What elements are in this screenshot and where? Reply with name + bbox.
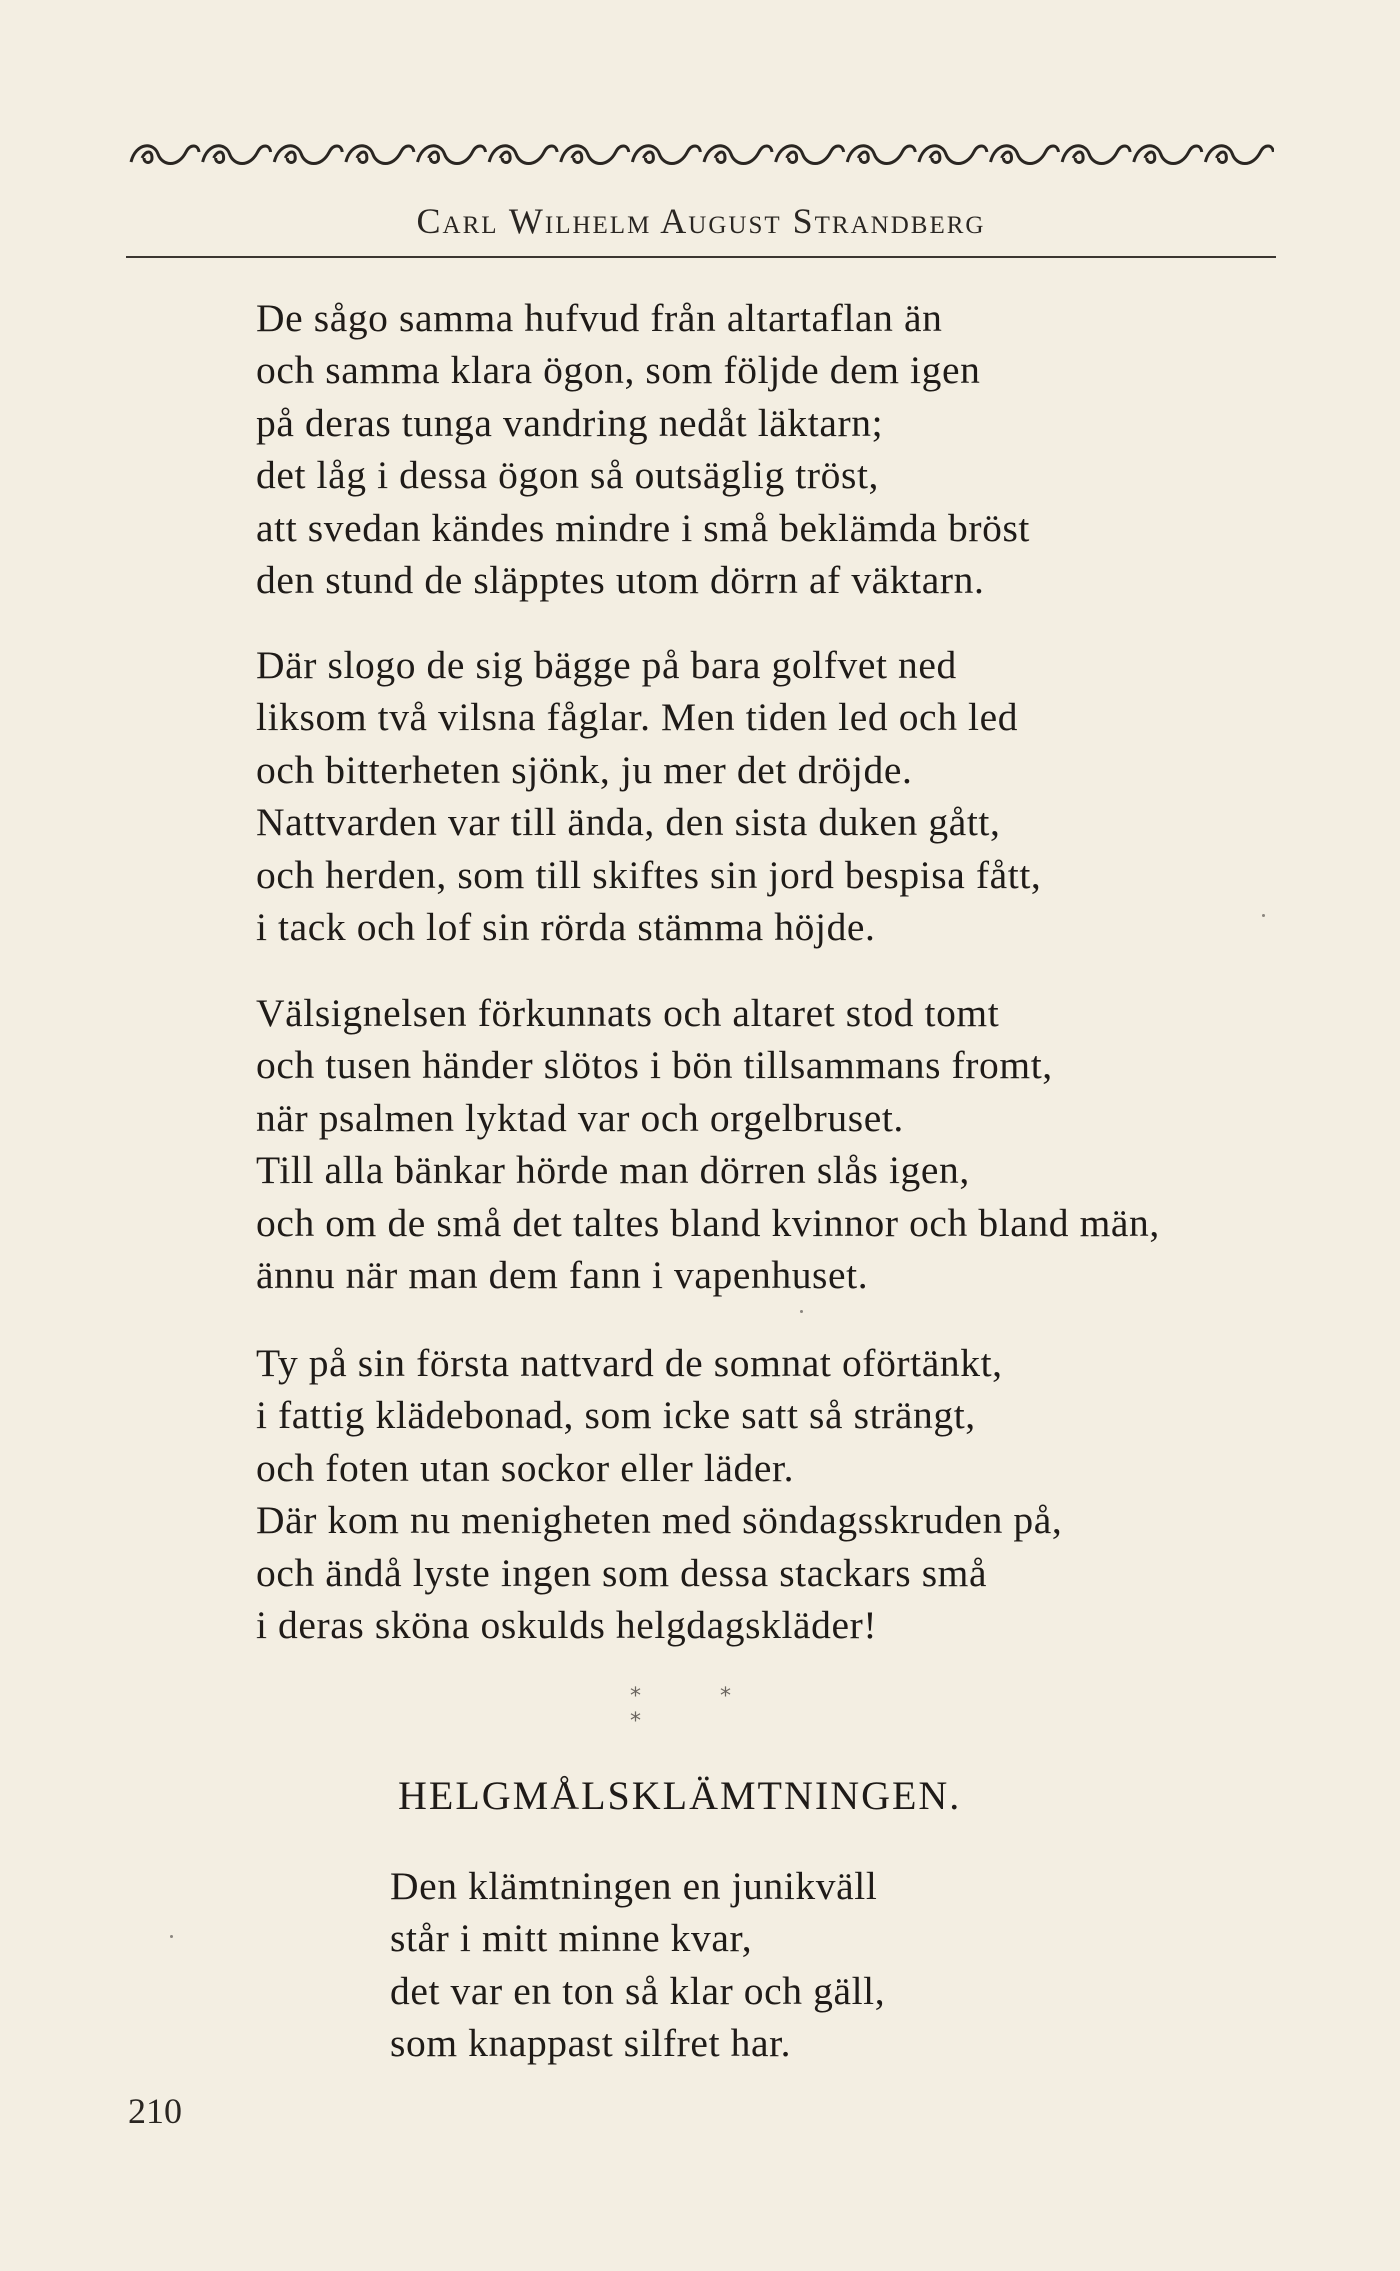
ornament-curl <box>1002 152 1012 163</box>
ornament-curl <box>142 152 152 163</box>
poem-line: i tack och lof sin rörda stämma höjde. <box>256 905 876 950</box>
ornament-curl <box>285 152 295 163</box>
poem-line: Ty på sin första nattvard de somnat oförtänkt, <box>256 1341 1003 1385</box>
paper-speck <box>800 1310 803 1313</box>
ornament-scroll <box>1205 146 1273 164</box>
poem-line: det var en ton så klar och gäll, <box>390 1968 886 2013</box>
ornament-curl <box>930 152 940 163</box>
poem-line: den stund de släpptes utom dörrn af väktarn. <box>256 558 985 603</box>
ornament-curl <box>787 152 797 163</box>
poem-line: i deras sköna oskulds helgdagskläder! <box>256 1603 878 1648</box>
ornament-curl <box>500 152 510 163</box>
poem-line: Nattvarden var till ända, den sista duken gått, <box>256 800 1001 845</box>
poem-line: Där slogo de sig bägge på bara golfvet ned <box>256 643 957 687</box>
ornament-curl <box>429 152 439 163</box>
poem-line: Den klämtningen en junikväll <box>390 1864 878 1908</box>
poem-line: i fattig klädebonad, som icke satt så strängt, <box>256 1393 976 1438</box>
ornament-curl <box>1073 152 1083 163</box>
ornament-scroll <box>489 146 557 164</box>
poem-line: och om de små det taltes bland kvinnor och bland män, <box>256 1200 1160 1245</box>
poem-line: De sågo samma hufvud från altartaflan än <box>256 296 943 340</box>
ornament-curl <box>357 152 367 163</box>
ornament-scroll <box>1134 146 1202 164</box>
poem-line: står i mitt minne kvar, <box>390 1916 753 1961</box>
poem-line: Till alla bänkar hörde man dörren slås igen, <box>256 1148 970 1193</box>
ornament-scroll <box>131 146 199 164</box>
ornament-curl <box>1216 152 1226 163</box>
ornament-scroll <box>847 146 915 164</box>
poem-line: på deras tunga vandring nedåt läktarn; <box>256 400 884 445</box>
stanza-4 <box>256 1337 1296 1651</box>
ornament-scroll <box>203 146 271 164</box>
running-head: Carl Wilhelm August Strandberg <box>416 201 986 241</box>
poem-line: ännu när man dem fann i vapenhuset. <box>256 1253 869 1298</box>
ornament-curl <box>214 152 224 163</box>
ornament-scroll <box>561 146 629 164</box>
decorative-ornament-band <box>128 138 1274 172</box>
poem-line: och tusen händer slötos i bön tillsammans fromt, <box>256 1043 1053 1088</box>
stanza-2 <box>256 639 1296 953</box>
ornament-scroll <box>346 146 414 164</box>
paper-speck <box>170 1935 173 1938</box>
poem-line: att svedan kändes mindre i små beklämda bröst <box>256 505 1031 550</box>
poem-line: när psalmen lyktad var och orgelbruset. <box>256 1095 904 1140</box>
ornament-curl <box>643 152 653 163</box>
second-poem-stanza <box>390 1860 1400 2070</box>
ornament-scroll <box>919 146 987 164</box>
poem-title: HELGMÅLSKLÄMTNINGEN. <box>398 1773 962 1818</box>
poem-line: som knappast silfret har. <box>390 2021 792 2066</box>
poem-line: och foten utan sockor eller läder. <box>256 1445 795 1490</box>
ornament-curl <box>715 152 725 163</box>
poem-line: liksom två vilsna fåglar. Men tiden led och led <box>256 695 1019 740</box>
paper-speck <box>1262 914 1265 917</box>
ornament-scroll <box>1062 146 1130 164</box>
ornament-curl <box>572 152 582 163</box>
stanza-1 <box>256 292 1296 606</box>
ornament-curl <box>1145 152 1155 163</box>
ornament-scroll <box>274 146 342 164</box>
poem-line: Välsignelsen förkunnats och altaret stod tomt <box>256 991 1000 1035</box>
stanza-3 <box>256 987 1296 1301</box>
poem-line: och herden, som till skiftes sin jord bespisa fått, <box>256 852 1042 897</box>
page-number: 210 <box>128 2091 182 2131</box>
asterism-separator: * * * <box>630 1684 767 1734</box>
poem-line: och ändå lyste ingen som dessa stackars små <box>256 1550 988 1595</box>
ornament-scroll <box>776 146 844 164</box>
ornament-scroll <box>632 146 700 164</box>
ornament-scroll <box>991 146 1059 164</box>
ornament-curl <box>858 152 868 163</box>
poem-line: och samma klara ögon, som följde dem igen <box>256 348 981 393</box>
ornament-scroll <box>704 146 772 164</box>
poem-line: och bitterheten sjönk, ju mer det dröjde. <box>256 747 913 792</box>
poem-line: Där kom nu menigheten med söndagsskruden på, <box>256 1498 1063 1543</box>
poem-line: det låg i dessa ögon så outsäglig tröst, <box>256 453 879 498</box>
header-rule <box>126 256 1276 258</box>
ornament-scroll <box>418 146 486 164</box>
